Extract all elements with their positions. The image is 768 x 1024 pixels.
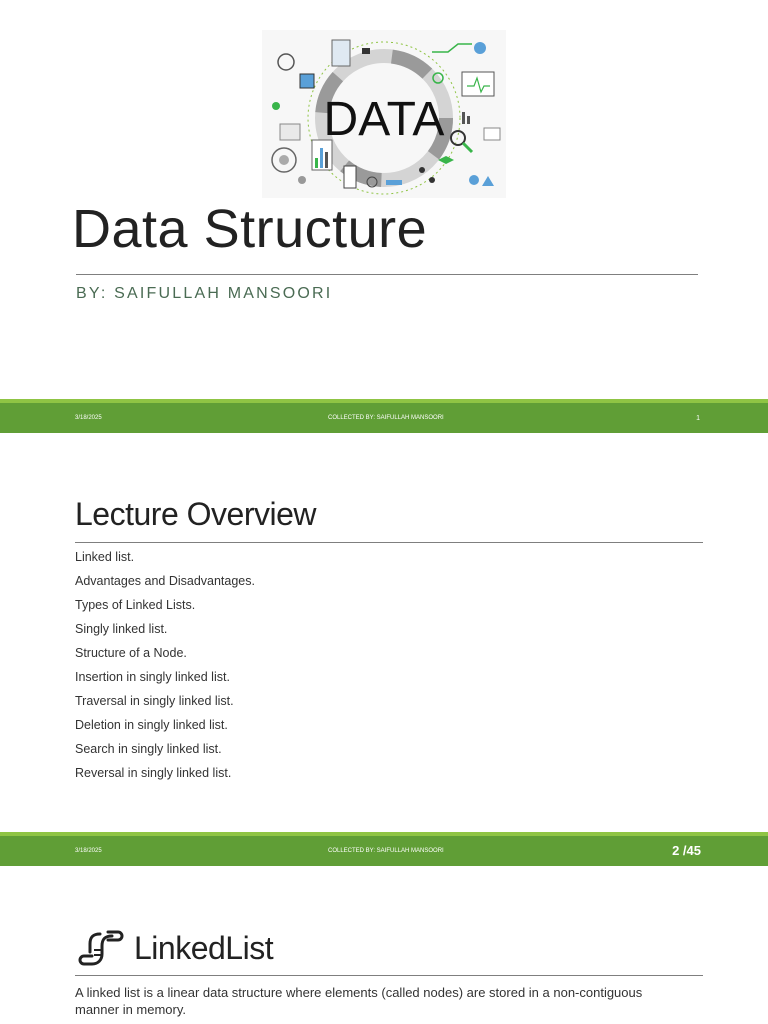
list-item: Deletion in singly linked list. (75, 718, 228, 732)
footer-page-number: 1 (696, 415, 700, 422)
list-item: Advantages and Disadvantages. (75, 574, 255, 588)
slide-footer (0, 399, 768, 433)
overview-list (75, 548, 255, 788)
linked-list-icon (78, 928, 124, 970)
list-item: Singly linked list. (75, 622, 168, 636)
definition-paragraph: A linked list is a linear data structure where elements (called nodes) are stored in a non-contiguous manner in memory. (75, 985, 643, 1017)
list-item: Traversal in singly linked list. (75, 694, 234, 708)
slide-title: LinkedList (134, 930, 274, 966)
slide-2 (0, 433, 768, 866)
slide-3 (0, 866, 768, 1024)
list-item: Types of Linked Lists. (75, 598, 196, 612)
presentation-title: Data Structure (72, 199, 428, 259)
title-divider (76, 274, 698, 275)
footer-date: 3/18/2025 (75, 848, 102, 854)
hero-data-text: DATA (323, 93, 445, 146)
title-divider (75, 975, 703, 976)
list-item: Search in singly linked list. (75, 742, 222, 756)
footer-page-number: 2 /45 (672, 843, 701, 858)
list-item: Insertion in singly linked list. (75, 670, 230, 684)
footer-credit: COLLECTED BY: SAIFULLAH MANSOORI (328, 415, 444, 421)
list-item: Linked list. (75, 550, 135, 564)
slide-1 (0, 0, 768, 433)
author-subtitle: BY: SAIFULLAH MANSOORI (76, 285, 333, 302)
title-divider (75, 542, 703, 543)
footer-date: 3/18/2025 (75, 415, 102, 421)
list-item: Reversal in singly linked list. (75, 766, 232, 780)
slide-footer (0, 832, 768, 866)
list-item: Structure of a Node. (75, 646, 187, 660)
data-hero-illustration (262, 30, 506, 198)
footer-credit: COLLECTED BY: SAIFULLAH MANSOORI (328, 848, 444, 854)
slide-title: Lecture Overview (75, 496, 316, 532)
